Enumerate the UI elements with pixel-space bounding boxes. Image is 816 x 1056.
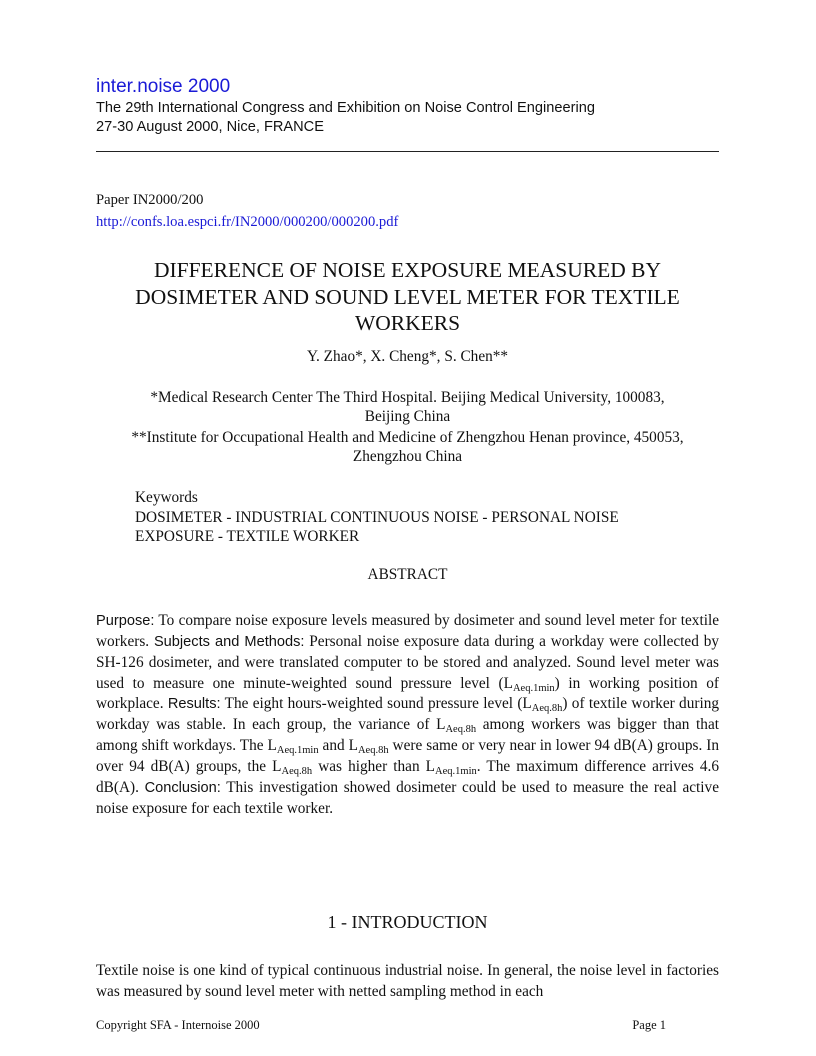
conference-date-place: 27-30 August 2000, Nice, FRANCE: [96, 119, 324, 135]
purpose-label: Purpose:: [96, 613, 155, 629]
paper-url-link[interactable]: http://confs.loa.espci.fr/IN2000/000200/000200.pdf: [96, 214, 399, 230]
conclusion-label: Conclusion:: [144, 779, 221, 796]
section-heading-introduction: 1 - INTRODUCTION: [327, 912, 488, 932]
footer-copyright: Copyright SFA - Internoise 2000: [96, 1018, 260, 1032]
results-label: Results:: [167, 696, 221, 713]
abstract-body: Purpose: To compare noise exposure levels measured by dosimeter and sound level meter for textile workers. Subjects and Methods: Personal noise exposure data during a workday were collected by SH-126 dosimeter, and were translated computer to be stored and analyzed. Sound level meter was used to measure one minute-weighted sound pressure level $(L_{Aeq.1min})$ in working position of workplace. Results: The eight hours-weighted sound pressure level $(L_{Aeq.8h})$ of textile worker during workday was stable. In each group, the variance of $L_{Aeq.8h}$ among workers was bigger than that among shift workdays. The $L_{Aeq.1min}$ and $L_{Aeq.8h}$ were same or very near in lower 94 dB(A) groups. In over 94 dB(A) groups, the $L_{Aeq.8h}$ was higher than $L_{Aeq.1min}$. The maximum difference arrives 4.6 dB(A). Conclusion: This investigation showed dosimeter could be used to measure the real active noise exposure for each textile worker.: [96, 612, 719, 817]
footer-page-number: Page 1: [632, 1018, 666, 1032]
keywords-line-1: DOSIMETER - INDUSTRIAL CONTINUOUS NOISE - PERSONAL NOISE: [135, 509, 619, 526]
abstract-heading: ABSTRACT: [367, 566, 448, 583]
paper-id: Paper IN2000/200: [96, 192, 204, 208]
paper-title: DIFFERENCE OF NOISE EXPOSURE MEASURED BY DOSIMETER AND SOUND LEVEL METER FOR TEXTILE WORKERS: [135, 258, 680, 335]
authors: Y. Zhao*, X. Cheng*, S. Chen**: [306, 348, 509, 365]
affiliation-2-line-1: **Institute for Occupational Health and Medicine of Zhengzhou Henan province, 450053,: [131, 429, 684, 446]
affiliation-2-line-2: Zhengzhou China: [352, 448, 463, 465]
conference-name: inter.noise 2000: [96, 76, 231, 97]
keywords-line-2: EXPOSURE - TEXTILE WORKER: [135, 528, 360, 545]
introduction-body: Textile noise is one kind of typical continuous industrial noise. In general, the noise level in factories was measured by sound level meter with netted sampling method in each: [96, 962, 719, 1000]
keywords-heading: Keywords: [135, 489, 198, 506]
header-divider: [96, 151, 719, 152]
methods-label: Subjects and Methods:: [153, 633, 305, 650]
affiliation-1-line-1: *Medical Research Center The Third Hospital. Beijing Medical University, 100083,: [150, 389, 665, 406]
affiliation-1-line-2: Beijing China: [364, 408, 451, 425]
conference-subtitle: The 29th International Congress and Exhibition on Noise Control Engineering: [96, 100, 595, 116]
